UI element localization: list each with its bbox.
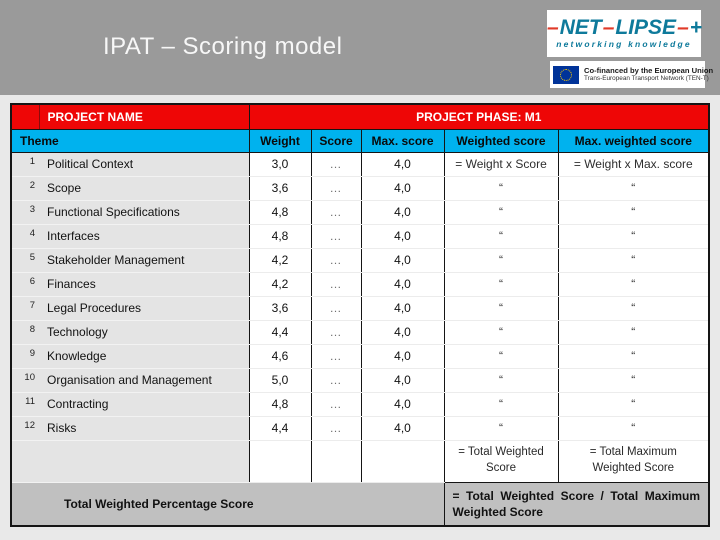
empty-cell xyxy=(311,440,361,482)
row-number: 8 xyxy=(11,320,39,344)
theme-cell: Functional Specifications xyxy=(39,200,249,224)
max-score-cell: 4,0 xyxy=(361,296,444,320)
page-title: IPAT – Scoring model xyxy=(103,33,343,60)
column-header-theme: Theme xyxy=(11,129,249,152)
row-number: 9 xyxy=(11,344,39,368)
table-row xyxy=(11,416,709,440)
eu-network-label: Trans-European Transport Network (TEN-T) xyxy=(584,75,709,83)
netlipse-logo xyxy=(547,10,701,57)
scoring-table xyxy=(10,103,710,527)
weight-cell: 4,8 xyxy=(249,200,311,224)
max-score-cell: 4,0 xyxy=(361,200,444,224)
theme-cell: Risks xyxy=(39,416,249,440)
table-head xyxy=(11,104,709,152)
column-header-max-weighted-score: Max. weighted score xyxy=(558,129,709,152)
table-row xyxy=(11,200,709,224)
score-cell: … xyxy=(311,248,361,272)
theme-cell: Contracting xyxy=(39,392,249,416)
weight-cell: 4,2 xyxy=(249,248,311,272)
row-number: 1 xyxy=(11,152,39,176)
row-number: 11 xyxy=(11,392,39,416)
weighted-score-cell: “ xyxy=(444,248,558,272)
theme-cell: Knowledge xyxy=(39,344,249,368)
weighted-score-cell: “ xyxy=(444,176,558,200)
max-score-cell: 4,0 xyxy=(361,368,444,392)
table-row xyxy=(11,248,709,272)
max-weighted-score-cell: “ xyxy=(558,200,709,224)
score-cell: … xyxy=(311,224,361,248)
weight-cell: 3,0 xyxy=(249,152,311,176)
max-weighted-score-cell: “ xyxy=(558,416,709,440)
max-weighted-score-cell: “ xyxy=(558,176,709,200)
max-score-cell: 4,0 xyxy=(361,176,444,200)
score-cell: … xyxy=(311,416,361,440)
total-weighted-score-cell: = Total Weighted Score xyxy=(444,440,558,482)
weight-cell: 4,4 xyxy=(249,416,311,440)
column-header-row xyxy=(11,129,709,152)
column-header-weight: Weight xyxy=(249,129,311,152)
weighted-score-cell: “ xyxy=(444,368,558,392)
total-weighted-percentage-label: Total Weighted Percentage Score xyxy=(11,482,444,526)
weighted-score-cell: “ xyxy=(444,344,558,368)
empty-cell xyxy=(361,440,444,482)
eu-flag-icon xyxy=(553,66,579,84)
netlipse-tagline: networking knowledge xyxy=(556,39,692,49)
table-row xyxy=(11,224,709,248)
weight-cell: 4,6 xyxy=(249,344,311,368)
table-row xyxy=(11,392,709,416)
score-cell: … xyxy=(311,368,361,392)
weight-cell: 4,2 xyxy=(249,272,311,296)
empty-cell xyxy=(249,440,311,482)
weight-cell: 3,6 xyxy=(249,176,311,200)
column-header-score: Score xyxy=(311,129,361,152)
weighted-score-cell: “ xyxy=(444,224,558,248)
table-row xyxy=(11,320,709,344)
row-number: 2 xyxy=(11,176,39,200)
max-score-cell: 4,0 xyxy=(361,272,444,296)
weight-cell: 4,4 xyxy=(249,320,311,344)
row-number: 6 xyxy=(11,272,39,296)
eu-stars-icon xyxy=(560,69,572,81)
max-weighted-score-cell: “ xyxy=(558,320,709,344)
weight-cell: 4,8 xyxy=(249,224,311,248)
logo-text-lipse: LIPSE xyxy=(615,16,677,39)
score-cell: … xyxy=(311,344,361,368)
weighted-score-cell: = Weight x Score xyxy=(444,152,558,176)
column-header-max-score: Max. score xyxy=(361,129,444,152)
max-score-cell: 4,0 xyxy=(361,344,444,368)
max-weighted-score-cell: “ xyxy=(558,344,709,368)
theme-cell: Scope xyxy=(39,176,249,200)
weighted-score-cell: “ xyxy=(444,392,558,416)
project-phase-header: PROJECT PHASE: M1 xyxy=(249,104,709,129)
empty-cell xyxy=(11,440,39,482)
theme-cell: Interfaces xyxy=(39,224,249,248)
max-score-cell: 4,0 xyxy=(361,320,444,344)
score-cell: … xyxy=(311,152,361,176)
score-cell: … xyxy=(311,272,361,296)
theme-cell: Finances xyxy=(39,272,249,296)
table-row xyxy=(11,272,709,296)
theme-cell: Technology xyxy=(39,320,249,344)
score-cell: … xyxy=(311,320,361,344)
max-score-cell: 4,0 xyxy=(361,248,444,272)
project-header-row xyxy=(11,104,709,129)
logo-dash-icon: – xyxy=(677,16,689,39)
table-body xyxy=(11,152,709,440)
max-weighted-score-cell: = Weight x Max. score xyxy=(558,152,709,176)
weighted-score-cell: “ xyxy=(444,296,558,320)
logo-dash-icon: – xyxy=(547,16,559,39)
table-row xyxy=(11,152,709,176)
weighted-score-cell: “ xyxy=(444,416,558,440)
max-weighted-score-cell: “ xyxy=(558,392,709,416)
row-number: 12 xyxy=(11,416,39,440)
table-area xyxy=(0,95,720,540)
weighted-score-cell: “ xyxy=(444,320,558,344)
max-score-cell: 4,0 xyxy=(361,392,444,416)
score-cell: … xyxy=(311,200,361,224)
max-weighted-score-cell: “ xyxy=(558,296,709,320)
max-weighted-score-cell: “ xyxy=(558,272,709,296)
empty-cell xyxy=(39,440,249,482)
row-number: 10 xyxy=(11,368,39,392)
total-max-weighted-score-cell: = Total Maximum Weighted Score xyxy=(558,440,709,482)
weight-cell: 5,0 xyxy=(249,368,311,392)
score-cell: … xyxy=(311,176,361,200)
theme-cell: Organisation and Management xyxy=(39,368,249,392)
row-number: 7 xyxy=(11,296,39,320)
logo-text-net: NET xyxy=(559,16,602,39)
corner-cell xyxy=(11,104,39,129)
project-name-header: PROJECT NAME xyxy=(39,104,249,129)
eu-cofinanced-label: Co-financed by the European Union xyxy=(584,65,714,75)
weighted-score-cell: “ xyxy=(444,272,558,296)
score-cell: … xyxy=(311,296,361,320)
theme-cell: Legal Procedures xyxy=(39,296,249,320)
percentage-formula-cell: = Total Weighted Score / Total Maximum Weighted Score xyxy=(444,482,709,526)
max-weighted-score-cell: “ xyxy=(558,224,709,248)
logo-dash-icon: – xyxy=(602,16,615,39)
totals-row xyxy=(11,440,709,482)
column-header-weighted-score: Weighted score xyxy=(444,129,558,152)
table-row xyxy=(11,176,709,200)
row-number: 4 xyxy=(11,224,39,248)
table-row xyxy=(11,368,709,392)
row-number: 3 xyxy=(11,200,39,224)
row-number: 5 xyxy=(11,248,39,272)
weight-cell: 4,8 xyxy=(249,392,311,416)
theme-cell: Political Context xyxy=(39,152,249,176)
percentage-score-row xyxy=(11,482,709,526)
table-foot xyxy=(11,440,709,526)
weight-cell: 3,6 xyxy=(249,296,311,320)
netlipse-wordmark xyxy=(546,18,702,38)
weighted-score-cell: “ xyxy=(444,200,558,224)
eu-funding-badge xyxy=(550,61,714,88)
score-cell: … xyxy=(311,392,361,416)
max-score-cell: 4,0 xyxy=(361,416,444,440)
table-row xyxy=(11,296,709,320)
table-row xyxy=(11,344,709,368)
max-score-cell: 4,0 xyxy=(361,152,444,176)
max-score-cell: 4,0 xyxy=(361,224,444,248)
max-weighted-score-cell: “ xyxy=(558,368,709,392)
logo-plus-icon: + xyxy=(689,16,703,39)
max-weighted-score-cell: “ xyxy=(558,248,709,272)
theme-cell: Stakeholder Management xyxy=(39,248,249,272)
